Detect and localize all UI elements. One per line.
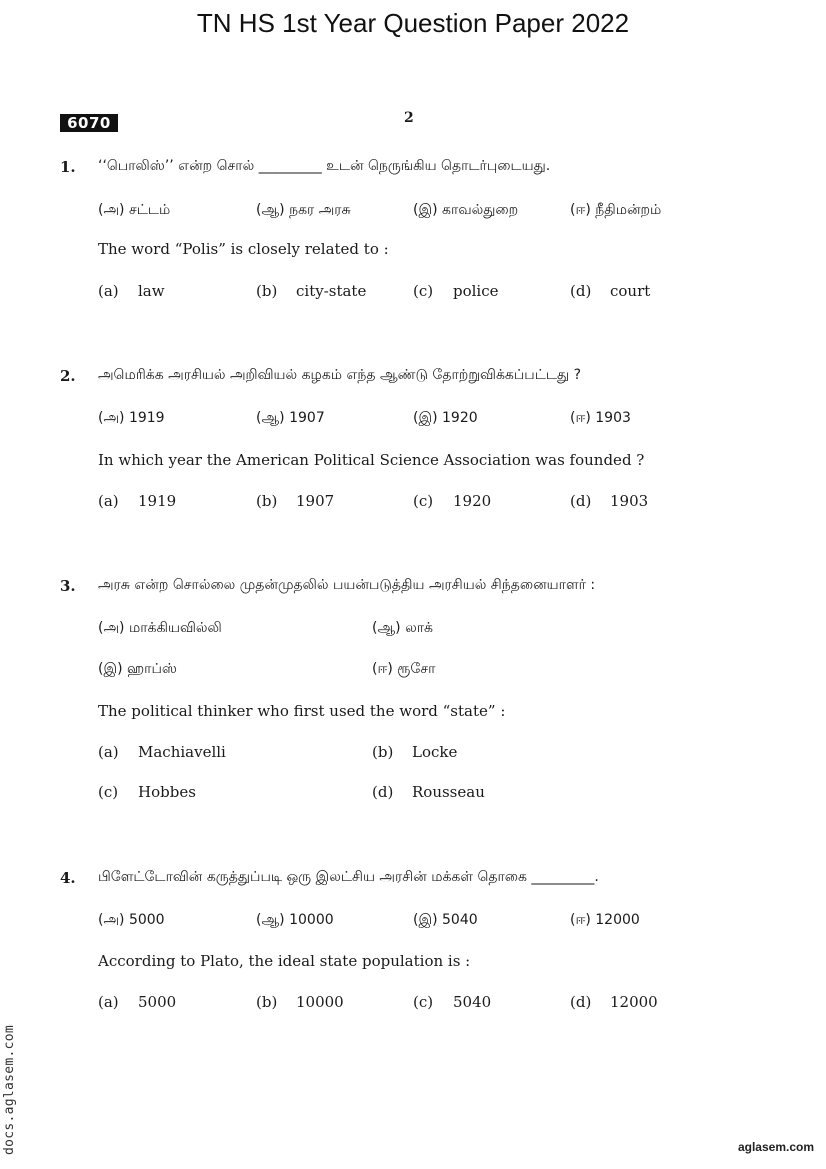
tamil-option xyxy=(372,661,435,679)
option-marker: (இ) xyxy=(413,202,438,218)
option-marker: (ஈ) xyxy=(372,661,393,677)
option-marker: (அ) xyxy=(98,620,125,636)
option-marker: (இ) xyxy=(413,410,438,426)
tamil-option xyxy=(256,202,351,220)
question-tamil-text: ‘‘பொலிஸ்’’ என்ற சொல் _________ உடன் நெருங்கிய தொடர்புடையது. xyxy=(98,158,551,174)
side-watermark: docs.aglasem.com xyxy=(2,1024,17,1155)
english-option xyxy=(570,492,648,510)
option-text: 1920 xyxy=(442,410,478,426)
option-marker: (ஆ) xyxy=(256,410,285,426)
option-marker: (c) xyxy=(413,492,434,510)
option-text: மாக்கியவில்லி xyxy=(128,620,222,636)
option-text: 1919 xyxy=(128,410,165,426)
option-text: city-state xyxy=(296,282,367,300)
option-text: 1920 xyxy=(453,492,492,510)
english-option xyxy=(256,492,334,510)
tamil-option xyxy=(570,410,631,428)
document-title: TN HS 1st Year Question Paper 2022 xyxy=(196,8,630,38)
option-marker: (b) xyxy=(256,282,278,300)
tamil-option xyxy=(256,410,325,428)
question-number: 1. xyxy=(60,158,76,176)
option-text: Locke xyxy=(412,743,458,761)
tamil-option xyxy=(413,410,478,428)
option-marker: (அ) xyxy=(98,912,125,928)
option-marker: (b) xyxy=(256,993,278,1011)
question-tamil-text: அரசு என்ற சொல்லை முதன்முதலில் பயன்படுத்திய அரசியல் சிந்தனையாளர் : xyxy=(98,577,596,593)
option-text: Rousseau xyxy=(412,783,485,801)
tamil-option xyxy=(372,620,433,638)
tamil-option xyxy=(98,410,165,428)
option-text: நகர அரசு xyxy=(289,202,351,218)
option-marker: (அ) xyxy=(98,410,125,426)
question-english-text: The word “Polis” is closely related to : xyxy=(98,240,389,258)
english-option xyxy=(413,282,499,300)
option-text: police xyxy=(453,282,499,300)
option-marker: (c) xyxy=(413,282,434,300)
tamil-option xyxy=(570,202,661,220)
option-text: 10000 xyxy=(296,993,344,1011)
option-text: காவல்துறை xyxy=(442,202,519,218)
tamil-option xyxy=(413,202,518,220)
tamil-option xyxy=(98,661,177,679)
question-tamil-text: பிளேட்டோவின் கருத்துப்படி ஒரு இலட்சிய அரசின் மக்கள் தொகை _________. xyxy=(98,869,599,885)
question-english-text: In which year the American Political Science Association was founded ? xyxy=(98,451,645,469)
english-option xyxy=(98,783,196,801)
tamil-option xyxy=(98,912,165,930)
option-text: 5000 xyxy=(138,993,177,1011)
english-option xyxy=(98,743,226,761)
option-text: Machiavelli xyxy=(138,743,226,761)
option-marker: (அ) xyxy=(98,202,125,218)
option-text: 5040 xyxy=(453,993,492,1011)
option-text: 5000 xyxy=(128,912,165,928)
option-text: 1903 xyxy=(595,410,631,426)
tamil-option xyxy=(413,912,478,930)
question-english-text: According to Plato, the ideal state population is : xyxy=(98,952,471,970)
option-text: 1919 xyxy=(138,492,177,510)
option-text: 5040 xyxy=(442,912,478,928)
option-text: 12000 xyxy=(610,993,658,1011)
tamil-option xyxy=(570,912,640,930)
option-text: law xyxy=(138,282,165,300)
option-marker: (a) xyxy=(98,743,119,761)
option-text: ரூசோ xyxy=(397,661,436,677)
paper-code-badge: 6070 xyxy=(60,114,118,132)
english-option xyxy=(98,282,165,300)
option-marker: (d) xyxy=(570,492,592,510)
option-text: 1907 xyxy=(296,492,335,510)
english-option xyxy=(570,282,650,300)
english-option xyxy=(413,993,491,1011)
english-option xyxy=(413,492,491,510)
option-marker: (b) xyxy=(372,743,394,761)
option-text: லாக் xyxy=(405,620,433,636)
option-text: Hobbes xyxy=(138,783,196,801)
option-text: 10000 xyxy=(289,912,334,928)
option-marker: (c) xyxy=(98,783,119,801)
option-marker: (ஈ) xyxy=(570,202,591,218)
english-option xyxy=(570,993,658,1011)
english-option xyxy=(98,993,176,1011)
english-option xyxy=(98,492,176,510)
option-marker: (இ) xyxy=(413,912,438,928)
option-marker: (d) xyxy=(570,282,592,300)
question-number: 4. xyxy=(60,869,76,887)
option-marker: (d) xyxy=(372,783,394,801)
tamil-option xyxy=(256,912,334,930)
question-number: 3. xyxy=(60,577,76,595)
option-marker: (ஆ) xyxy=(256,202,285,218)
option-marker: (a) xyxy=(98,993,119,1011)
question-english-text: The political thinker who first used the word “state” : xyxy=(98,702,506,720)
question-number: 2. xyxy=(60,367,76,385)
english-option xyxy=(372,743,457,761)
option-text: சட்டம் xyxy=(128,202,171,218)
english-option xyxy=(256,282,366,300)
english-option xyxy=(256,993,344,1011)
option-marker: (c) xyxy=(413,993,434,1011)
option-marker: (a) xyxy=(98,282,119,300)
option-marker: (இ) xyxy=(98,661,123,677)
option-text: court xyxy=(610,282,651,300)
option-text: 12000 xyxy=(595,912,640,928)
option-marker: (ஆ) xyxy=(372,620,401,636)
option-text: 1907 xyxy=(289,410,325,426)
question-tamil-text: அமெரிக்க அரசியல் அறிவியல் கழகம் எந்த ஆண்டு தோற்றுவிக்கப்பட்டது ? xyxy=(98,367,582,383)
corner-watermark: aglasem.com xyxy=(737,1140,814,1154)
option-marker: (a) xyxy=(98,492,119,510)
option-marker: (ஈ) xyxy=(570,410,591,426)
tamil-option xyxy=(98,202,170,220)
option-text: 1903 xyxy=(610,492,649,510)
english-option xyxy=(372,783,485,801)
option-marker: (b) xyxy=(256,492,278,510)
page-number: 2 xyxy=(404,110,414,126)
option-marker: (ஆ) xyxy=(256,912,285,928)
option-marker: (ஈ) xyxy=(570,912,591,928)
tamil-option xyxy=(98,620,222,638)
option-text: நீதிமன்றம் xyxy=(595,202,662,218)
option-text: ஹாப்ஸ் xyxy=(127,661,177,677)
option-marker: (d) xyxy=(570,993,592,1011)
